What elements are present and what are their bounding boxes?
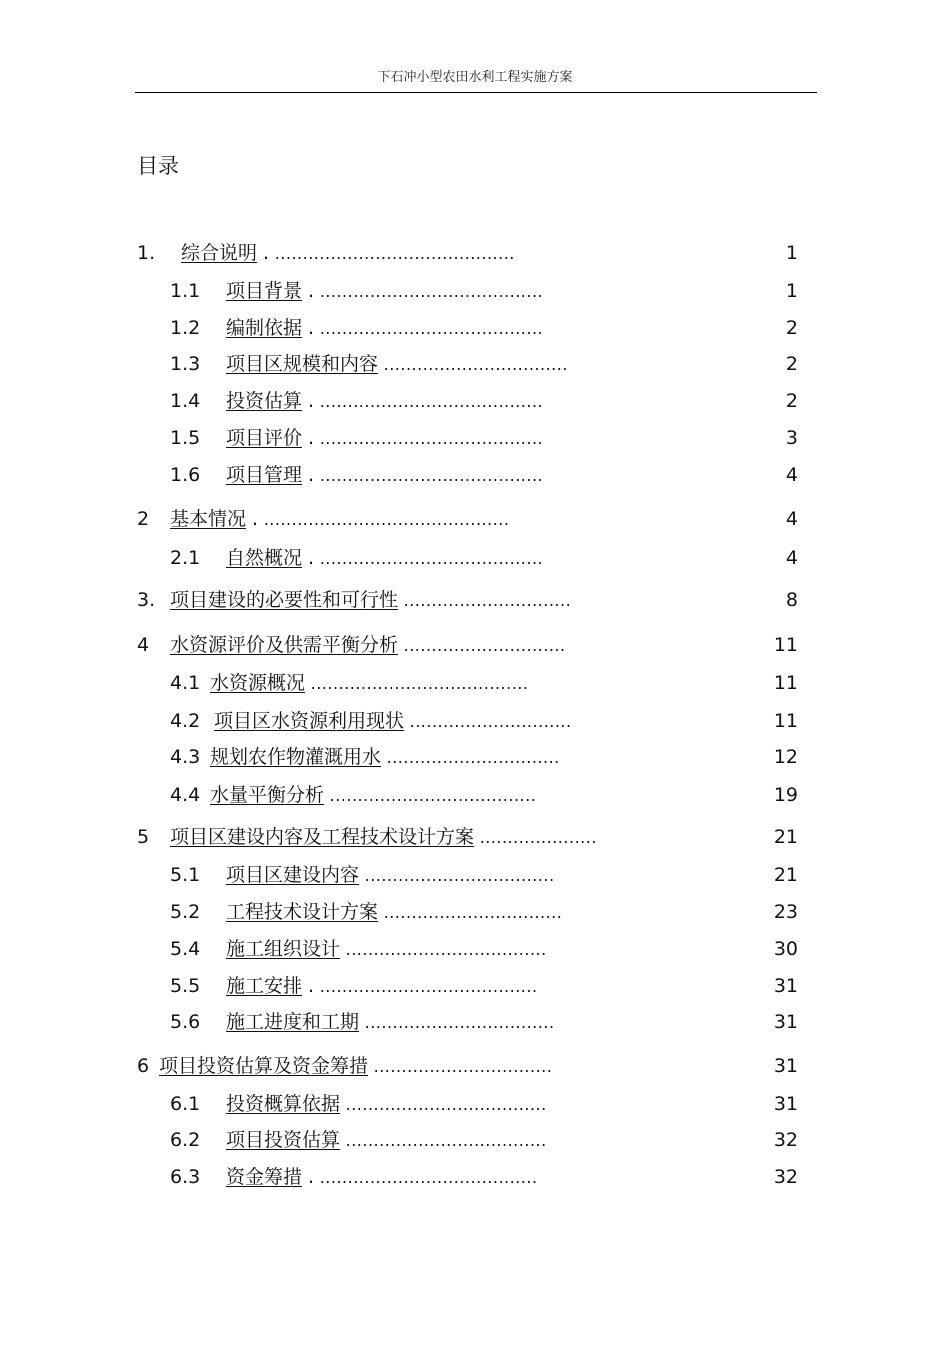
toc-leader-dots: .......................................: [305, 674, 529, 693]
toc-leader-dots: .......................................: [314, 977, 538, 996]
toc-entry-number: 2.1: [170, 547, 201, 569]
toc-page-number: 4: [785, 547, 798, 569]
toc-page-number: 12: [773, 746, 798, 768]
toc-entry-link[interactable]: [170, 938, 340, 960]
toc-leader-dots: ..............................: [398, 591, 572, 610]
toc-leader-dots: .......................................: [314, 1168, 538, 1187]
toc-entry-link[interactable]: [170, 1129, 340, 1151]
toc-entry-title: 自然概况: [226, 547, 303, 569]
toc-entry-number: 2: [137, 508, 150, 530]
toc-entry[interactable]: [137, 632, 566, 658]
toc-entry-number: 1.6: [170, 464, 201, 486]
toc-entry-title: 项目评价: [226, 427, 303, 449]
toc-entry-lead: .: [302, 547, 315, 569]
toc-entry[interactable]: [170, 899, 562, 925]
toc-entry-lead: .: [302, 427, 315, 449]
toc-entry-lead: .: [302, 1166, 315, 1188]
toc-entry-link[interactable]: [170, 1166, 302, 1188]
toc-entry[interactable]: [170, 1091, 547, 1117]
toc-leader-dots: ...............................: [381, 748, 560, 767]
toc-entry-title: 项目区规模和内容: [226, 353, 379, 375]
toc-page-number: 31: [773, 975, 798, 997]
toc-page-number: 21: [773, 826, 798, 848]
toc-entry-link[interactable]: [137, 508, 246, 530]
toc-entry-number: 4.1: [170, 672, 201, 694]
toc-entry-number: 5: [137, 826, 150, 848]
toc-entry[interactable]: [137, 587, 571, 613]
toc-entry-number: 5.5: [170, 975, 201, 997]
running-header: 下石冲小型农田水利工程实施方案: [377, 70, 573, 85]
toc-entry-lead: .: [257, 242, 270, 264]
toc-entry-number: 1.1: [170, 280, 201, 302]
toc-entry-number: 4.2: [170, 710, 201, 732]
toc-page-number: 2: [785, 353, 798, 375]
toc-entry-number: 1.3: [170, 353, 201, 375]
toc-title: 目录: [137, 154, 179, 178]
toc-page-number: 1: [785, 242, 798, 264]
toc-entry-link[interactable]: [170, 746, 381, 768]
toc-leader-dots: ............................................: [258, 510, 510, 529]
toc-entry-link[interactable]: [170, 547, 302, 569]
toc-leader-dots: ........................................: [314, 466, 544, 485]
toc-entry-title: 投资估算: [226, 390, 303, 412]
toc-page-number: 21: [773, 864, 798, 886]
toc-entry-number: 6: [137, 1055, 150, 1077]
toc-entry-title: 施工安排: [226, 975, 303, 997]
toc-entry-title: 项目投资估算: [226, 1129, 341, 1151]
toc-entry[interactable]: [137, 240, 515, 266]
toc-entry-link[interactable]: [170, 1093, 340, 1115]
toc-entry[interactable]: [170, 670, 528, 696]
toc-entry-title: 项目管理: [226, 464, 303, 486]
toc-page-number: 19: [773, 784, 798, 806]
toc-entry-number: 1.2: [170, 317, 201, 339]
toc-page-number: 11: [773, 634, 798, 656]
toc-entry-title: 水资源评价及供需平衡分析: [170, 634, 399, 656]
toc-entry[interactable]: [170, 782, 536, 808]
toc-entry-lead: .: [246, 508, 259, 530]
toc-entry-lead: .: [302, 390, 315, 412]
toc-entry-title: 投资概算依据: [226, 1093, 341, 1115]
toc-entry[interactable]: [170, 973, 538, 999]
toc-entry-link[interactable]: [170, 975, 302, 997]
toc-entry-title: 施工组织设计: [226, 938, 341, 960]
toc-leader-dots: ........................................: [314, 392, 544, 411]
toc-page-number: 30: [773, 938, 798, 960]
toc-page-number: 32: [773, 1129, 798, 1151]
toc-entry-lead: .: [302, 975, 315, 997]
toc-leader-dots: ....................................: [340, 940, 547, 959]
toc-page-number: 11: [773, 710, 798, 732]
toc-entry-title: 工程技术设计方案: [226, 901, 379, 923]
toc-entry-title: 项目背景: [226, 280, 303, 302]
toc-entry-link[interactable]: [137, 242, 257, 264]
toc-page-number: 4: [785, 464, 798, 486]
toc-leader-dots: ..................................: [359, 1013, 555, 1032]
toc-entry[interactable]: [137, 506, 509, 532]
toc-entry-title: 规划农作物灌溉用水: [210, 746, 382, 768]
toc-entry[interactable]: [170, 315, 543, 341]
toc-entry-title: 编制依据: [226, 317, 303, 339]
toc-leader-dots: ....................................: [340, 1095, 547, 1114]
toc-entry-title: 基本情况: [170, 508, 247, 530]
toc-entry[interactable]: [137, 824, 597, 850]
toc-leader-dots: ....................................: [340, 1131, 547, 1150]
toc-entry-number: 5.4: [170, 938, 201, 960]
toc-entry[interactable]: [170, 278, 543, 304]
toc-entry-number: 5.6: [170, 1011, 201, 1033]
toc-page-number: 23: [773, 901, 798, 923]
toc-entry-link[interactable]: [170, 280, 302, 302]
toc-entry-lead: .: [302, 317, 315, 339]
toc-entry[interactable]: [137, 1053, 552, 1079]
toc-leader-dots: ..................................: [359, 866, 555, 885]
toc-entry-link[interactable]: [137, 634, 398, 656]
toc-entry-title: 水量平衡分析: [210, 784, 325, 806]
toc-entry-link[interactable]: [170, 784, 324, 806]
toc-entry-link[interactable]: [170, 427, 302, 449]
toc-entry-link[interactable]: [170, 864, 359, 886]
toc-entry-number: 5.1: [170, 864, 201, 886]
toc-entry[interactable]: [170, 936, 547, 962]
toc-entry-number: 4: [137, 634, 150, 656]
toc-leader-dots: ........................................: [314, 319, 544, 338]
toc-entry[interactable]: [170, 351, 568, 377]
toc-entry-number: 3.: [137, 589, 156, 611]
toc-entry-link[interactable]: [170, 1011, 359, 1033]
toc-entry-number: 6.3: [170, 1166, 201, 1188]
toc-entry-lead: .: [302, 280, 315, 302]
toc-leader-dots: .............................: [404, 712, 572, 731]
toc-entry-number: 4.4: [170, 784, 201, 806]
toc-page-number: 8: [785, 589, 798, 611]
toc-page-number: 31: [773, 1093, 798, 1115]
toc-entry-title: 项目区建设内容: [226, 864, 360, 886]
toc-page-number: 31: [773, 1055, 798, 1077]
toc-page-number: 31: [773, 1011, 798, 1033]
toc-entry-link[interactable]: [170, 353, 378, 375]
toc-entry-number: 6.1: [170, 1093, 201, 1115]
toc-leader-dots: ................................: [368, 1057, 553, 1076]
toc-page-number: 3: [785, 427, 798, 449]
toc-entry[interactable]: [170, 425, 543, 451]
toc-entry-title: 施工进度和工期: [226, 1011, 360, 1033]
toc-entry-title: 综合说明: [181, 242, 258, 264]
toc-entry-link[interactable]: [137, 826, 474, 848]
toc-entry-link[interactable]: [170, 672, 305, 694]
toc-page-number: 2: [785, 390, 798, 412]
toc-entry-number: 6.2: [170, 1129, 201, 1151]
toc-entry-number: 1.: [137, 242, 156, 264]
toc-page-number: 32: [773, 1166, 798, 1188]
toc-entry-link[interactable]: [170, 901, 378, 923]
toc-entry-link[interactable]: [137, 1055, 368, 1077]
toc-entry-number: 4.3: [170, 746, 201, 768]
toc-entry-link[interactable]: [170, 710, 404, 732]
toc-leader-dots: ........................................: [314, 429, 544, 448]
toc-entry-title: 水资源概况: [210, 672, 306, 694]
toc-entry[interactable]: [170, 462, 543, 488]
toc-leader-dots: ........................................: [314, 282, 544, 301]
toc-entry-link[interactable]: [170, 317, 302, 339]
toc-leader-dots: ................................: [378, 903, 563, 922]
toc-page-number: 4: [785, 508, 798, 530]
toc-entry[interactable]: [170, 1164, 538, 1190]
toc-leader-dots: .....................: [474, 828, 597, 847]
toc-entry-title: 项目建设的必要性和可行性: [170, 589, 399, 611]
toc-entry-lead: .: [302, 464, 315, 486]
toc-entry-title: 资金筹措: [226, 1166, 303, 1188]
toc-entry-link[interactable]: [137, 589, 398, 611]
toc-entry-number: 1.5: [170, 427, 201, 449]
toc-entry-link[interactable]: [170, 390, 302, 412]
toc-entry[interactable]: [170, 862, 555, 888]
toc-entry[interactable]: [170, 388, 543, 414]
toc-entry-number: 1.4: [170, 390, 201, 412]
toc-leader-dots: ...........................................: [269, 244, 515, 263]
toc-page-number: 2: [785, 317, 798, 339]
toc-entry[interactable]: [170, 1009, 555, 1035]
toc-entry-number: 5.2: [170, 901, 201, 923]
toc-entry-title: 项目区水资源利用现状: [214, 710, 405, 732]
toc-entry[interactable]: [170, 545, 543, 571]
toc-entry-title: 项目区建设内容及工程技术设计方案: [170, 826, 475, 848]
toc-leader-dots: .............................: [398, 636, 566, 655]
toc-entry-title: 项目投资估算及资金筹措: [159, 1055, 369, 1077]
toc-page-number: 1: [785, 280, 798, 302]
toc-entry[interactable]: [170, 708, 572, 734]
toc-page-number: 11: [773, 672, 798, 694]
toc-entry-link[interactable]: [170, 464, 302, 486]
toc-entry[interactable]: [170, 1127, 547, 1153]
toc-leader-dots: ........................................: [314, 549, 544, 568]
toc-leader-dots: .................................: [378, 355, 568, 374]
toc-entry[interactable]: [170, 744, 560, 770]
toc-leader-dots: .....................................: [324, 786, 537, 805]
